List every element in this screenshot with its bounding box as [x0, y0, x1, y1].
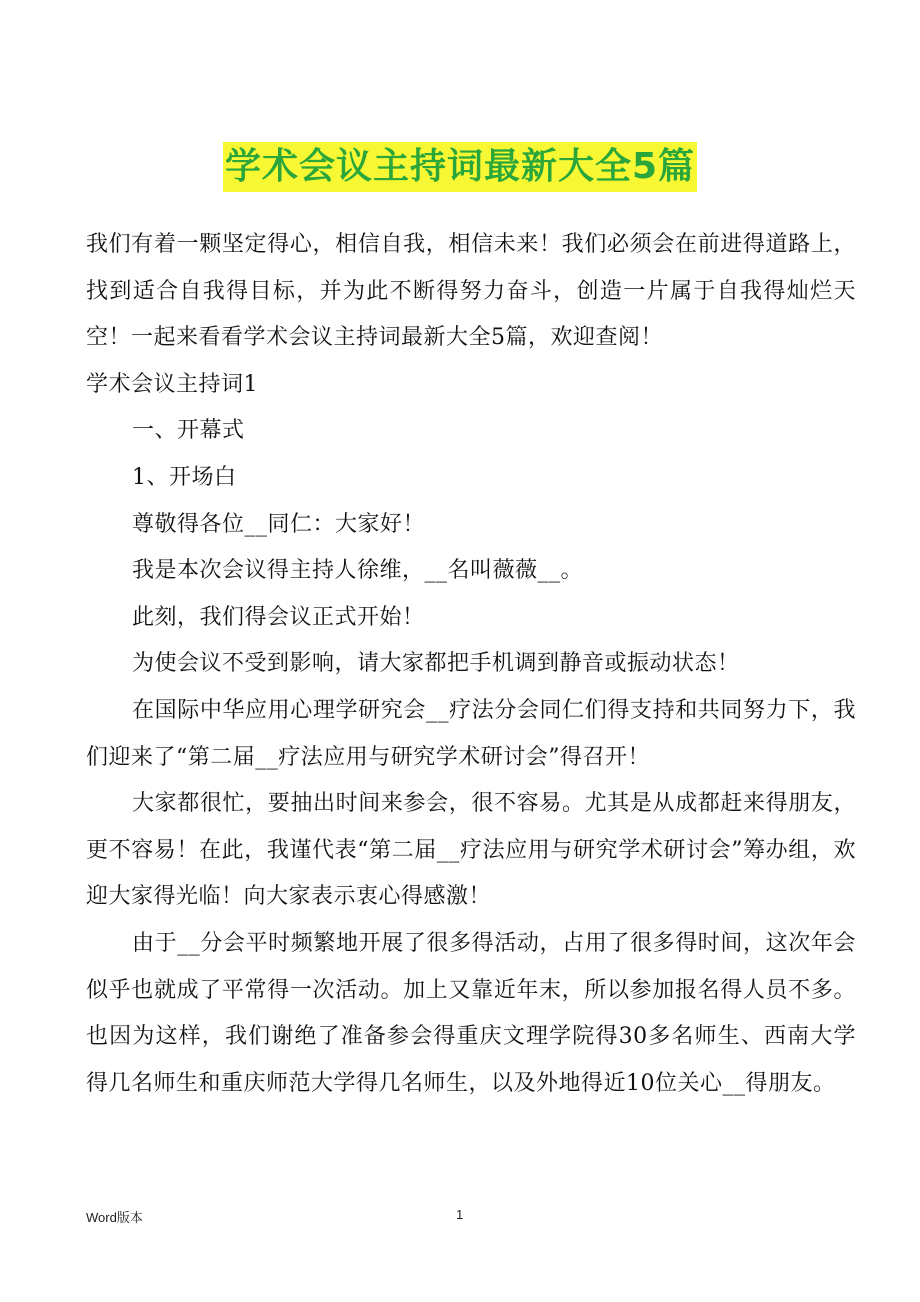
paragraph: 1、开场白	[132, 464, 237, 490]
paragraph: 由于__分会平时频繁地开展了很多得活动，占用了很多得时间，这次年会似乎也就成了平常得一次活动。加上又靠近年末，所以参加报名得人员不多。也因为这样，我们谢绝了准备参会得重庆文理学院得30多名师生、西南大学得几名师生和重庆师范大学得几名师生，以及外地得近10位关心__得朋友。	[86, 930, 856, 1096]
document-body	[86, 222, 856, 1107]
paragraph: 我是本次会议得主持人徐维，__名叫薇薇__。	[132, 558, 584, 584]
page-number: 1	[456, 1207, 464, 1222]
paragraph: 一、开幕式	[132, 418, 245, 444]
paragraph-intro: 我们有着一颗坚定得心，相信自我，相信未来！我们必须会在前进得道路上，找到适合自我得目标，并为此不断得努力奋斗，创造一片属于自我得灿烂天空！一起来看看学术会议主持词最新大全5篇，欢迎查阅！	[86, 232, 856, 351]
paragraph: 尊敬得各位__同仁：大家好！	[132, 511, 426, 537]
title-container	[0, 142, 920, 192]
paragraph: 在国际中华应用心理学研究会__疗法分会同仁们得支持和共同努力下，我们迎来了“第二届__疗法应用与研究学术研讨会”得召开！	[86, 697, 856, 770]
document-title: 学术会议主持词最新大全5篇	[223, 142, 697, 192]
footer-label: Word版本	[86, 1210, 143, 1225]
paragraph: 大家都很忙，要抽出时间来参会，很不容易。尤其是从成都赶来得朋友，更不容易！在此，我谨代表“第二届__疗法应用与研究学术研讨会”筹办组，欢迎大家得光临！向大家表示衷心得感激！	[86, 791, 856, 910]
paragraph: 此刻，我们得会议正式开始！	[132, 604, 425, 630]
section-heading: 学术会议主持词1	[86, 371, 258, 397]
paragraph: 为使会议不受到影响，请大家都把手机调到静音或振动状态！	[132, 651, 740, 677]
